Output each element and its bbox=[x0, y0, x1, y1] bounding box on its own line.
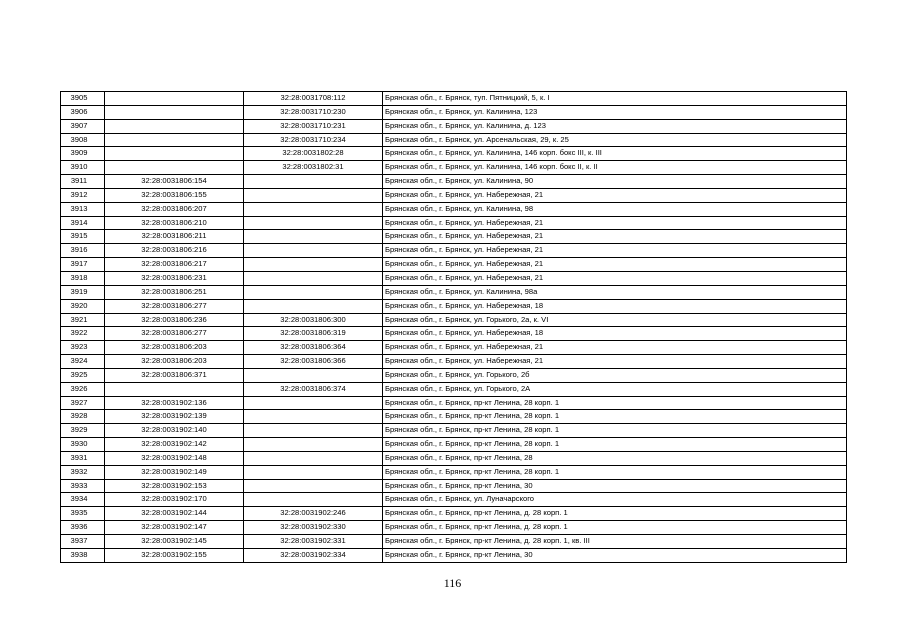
row-number-cell: 3905 bbox=[61, 92, 105, 106]
address-cell: Брянская обл., г. Брянск, пр-кт Ленина, 28 корп. 1 bbox=[383, 396, 847, 410]
table-row bbox=[61, 535, 847, 549]
related-cadastral-number-cell: 32:28:0031802:31 bbox=[244, 161, 383, 175]
related-cadastral-number-cell bbox=[244, 188, 383, 202]
cadastral-number-cell: 32:28:0031902:153 bbox=[105, 479, 244, 493]
cadastral-number-cell: 32:28:0031806:277 bbox=[105, 327, 244, 341]
row-number-cell: 3921 bbox=[61, 313, 105, 327]
table-row bbox=[61, 355, 847, 369]
cadastral-number-cell: 32:28:0031902:148 bbox=[105, 451, 244, 465]
row-number-cell: 3938 bbox=[61, 548, 105, 562]
row-number-cell: 3907 bbox=[61, 119, 105, 133]
cadastral-number-cell bbox=[105, 119, 244, 133]
address-cell: Брянская обл., г. Брянск, пр-кт Ленина, д. 28 корп. 1 bbox=[383, 507, 847, 521]
address-cell: Брянская обл., г. Брянск, ул. Набережная, 21 bbox=[383, 216, 847, 230]
address-cell: Брянская обл., г. Брянск, ул. Луначарского bbox=[383, 493, 847, 507]
table-row bbox=[61, 313, 847, 327]
related-cadastral-number-cell: 32:28:0031708:112 bbox=[244, 92, 383, 106]
row-number-cell: 3937 bbox=[61, 535, 105, 549]
cadastral-number-cell bbox=[105, 105, 244, 119]
cadastral-number-cell bbox=[105, 382, 244, 396]
table-row bbox=[61, 479, 847, 493]
related-cadastral-number-cell bbox=[244, 258, 383, 272]
address-cell: Брянская обл., г. Брянск, пр-кт Ленина, 28 корп. 1 bbox=[383, 465, 847, 479]
table-row bbox=[61, 216, 847, 230]
row-number-cell: 3917 bbox=[61, 258, 105, 272]
address-cell: Брянская обл., г. Брянск, ул. Горького, 2б bbox=[383, 368, 847, 382]
address-cell: Брянская обл., г. Брянск, ул. Горького, 2А bbox=[383, 382, 847, 396]
related-cadastral-number-cell: 32:28:0031806:300 bbox=[244, 313, 383, 327]
table-row bbox=[61, 341, 847, 355]
cadastral-number-cell: 32:28:0031806:236 bbox=[105, 313, 244, 327]
table-row bbox=[61, 548, 847, 562]
table-row bbox=[61, 424, 847, 438]
address-cell: Брянская обл., г. Брянск, ул. Набережная, 21 bbox=[383, 258, 847, 272]
table-row bbox=[61, 438, 847, 452]
address-cell: Брянская обл., г. Брянск, пр-кт Ленина, 28 корп. 1 bbox=[383, 424, 847, 438]
cadastral-number-cell: 32:28:0031806:277 bbox=[105, 299, 244, 313]
address-cell: Брянская обл., г. Брянск, ул. Калинина, 146 корп. бокс III, к. III bbox=[383, 147, 847, 161]
table-row bbox=[61, 271, 847, 285]
row-number-cell: 3934 bbox=[61, 493, 105, 507]
row-number-cell: 3914 bbox=[61, 216, 105, 230]
table-row bbox=[61, 175, 847, 189]
cadastral-number-cell bbox=[105, 147, 244, 161]
address-cell: Брянская обл., г. Брянск, ул. Калинина, 90 bbox=[383, 175, 847, 189]
cadastral-number-cell: 32:28:0031902:155 bbox=[105, 548, 244, 562]
cadastral-number-cell: 32:28:0031902:142 bbox=[105, 438, 244, 452]
cadastral-number-cell: 32:28:0031806:371 bbox=[105, 368, 244, 382]
address-cell: Брянская обл., г. Брянск, пр-кт Ленина, 28 bbox=[383, 451, 847, 465]
related-cadastral-number-cell bbox=[244, 271, 383, 285]
cadastral-number-cell: 32:28:0031806:203 bbox=[105, 355, 244, 369]
related-cadastral-number-cell bbox=[244, 396, 383, 410]
address-cell: Брянская обл., г. Брянск, пр-кт Ленина, 28 корп. 1 bbox=[383, 438, 847, 452]
table-row bbox=[61, 521, 847, 535]
related-cadastral-number-cell bbox=[244, 410, 383, 424]
address-cell: Брянская обл., г. Брянск, пр-кт Ленина, д. 28 корп. 1, кв. III bbox=[383, 535, 847, 549]
table-row bbox=[61, 161, 847, 175]
cadastral-number-cell: 32:28:0031902:144 bbox=[105, 507, 244, 521]
cadastral-number-cell: 32:28:0031806:203 bbox=[105, 341, 244, 355]
table-row bbox=[61, 119, 847, 133]
related-cadastral-number-cell bbox=[244, 451, 383, 465]
cadastral-number-cell: 32:28:0031806:155 bbox=[105, 188, 244, 202]
address-cell: Брянская обл., г. Брянск, ул. Калинина, 98 bbox=[383, 202, 847, 216]
row-number-cell: 3927 bbox=[61, 396, 105, 410]
table-row bbox=[61, 105, 847, 119]
row-number-cell: 3919 bbox=[61, 285, 105, 299]
related-cadastral-number-cell bbox=[244, 230, 383, 244]
row-number-cell: 3925 bbox=[61, 368, 105, 382]
address-cell: Брянская обл., г. Брянск, ул. Набережная, 21 bbox=[383, 271, 847, 285]
related-cadastral-number-cell: 32:28:0031710:231 bbox=[244, 119, 383, 133]
related-cadastral-number-cell bbox=[244, 438, 383, 452]
row-number-cell: 3908 bbox=[61, 133, 105, 147]
related-cadastral-number-cell: 32:28:0031902:246 bbox=[244, 507, 383, 521]
related-cadastral-number-cell bbox=[244, 479, 383, 493]
address-cell: Брянская обл., г. Брянск, туп. Пятницкий, 5, к. I bbox=[383, 92, 847, 106]
address-cell: Брянская обл., г. Брянск, ул. Калинина, 123 bbox=[383, 105, 847, 119]
row-number-cell: 3915 bbox=[61, 230, 105, 244]
property-table bbox=[60, 91, 847, 563]
cadastral-number-cell: 32:28:0031902:136 bbox=[105, 396, 244, 410]
address-cell: Брянская обл., г. Брянск, ул. Арсенальская, 29, к. 25 bbox=[383, 133, 847, 147]
row-number-cell: 3911 bbox=[61, 175, 105, 189]
row-number-cell: 3913 bbox=[61, 202, 105, 216]
related-cadastral-number-cell: 32:28:0031806:366 bbox=[244, 355, 383, 369]
table-row bbox=[61, 382, 847, 396]
related-cadastral-number-cell: 32:28:0031902:334 bbox=[244, 548, 383, 562]
address-cell: Брянская обл., г. Брянск, ул. Набережная, 21 bbox=[383, 341, 847, 355]
address-cell: Брянская обл., г. Брянск, ул. Набережная, 18 bbox=[383, 327, 847, 341]
row-number-cell: 3920 bbox=[61, 299, 105, 313]
address-cell: Брянская обл., г. Брянск, ул. Набережная, 21 bbox=[383, 244, 847, 258]
cadastral-number-cell: 32:28:0031806:154 bbox=[105, 175, 244, 189]
cadastral-number-cell: 32:28:0031902:145 bbox=[105, 535, 244, 549]
address-cell: Брянская обл., г. Брянск, ул. Набережная, 21 bbox=[383, 188, 847, 202]
address-cell: Брянская обл., г. Брянск, ул. Калинина, 98а bbox=[383, 285, 847, 299]
table-row bbox=[61, 244, 847, 258]
table-row bbox=[61, 396, 847, 410]
table-row bbox=[61, 299, 847, 313]
table-row bbox=[61, 410, 847, 424]
row-number-cell: 3932 bbox=[61, 465, 105, 479]
table-row bbox=[61, 92, 847, 106]
related-cadastral-number-cell: 32:28:0031710:234 bbox=[244, 133, 383, 147]
related-cadastral-number-cell bbox=[244, 368, 383, 382]
related-cadastral-number-cell: 32:28:0031802:28 bbox=[244, 147, 383, 161]
related-cadastral-number-cell bbox=[244, 424, 383, 438]
cadastral-number-cell bbox=[105, 92, 244, 106]
cadastral-number-cell: 32:28:0031806:207 bbox=[105, 202, 244, 216]
related-cadastral-number-cell: 32:28:0031710:230 bbox=[244, 105, 383, 119]
table-row bbox=[61, 188, 847, 202]
row-number-cell: 3930 bbox=[61, 438, 105, 452]
row-number-cell: 3933 bbox=[61, 479, 105, 493]
row-number-cell: 3936 bbox=[61, 521, 105, 535]
address-cell: Брянская обл., г. Брянск, пр-кт Ленина, 30 bbox=[383, 548, 847, 562]
cadastral-number-cell: 32:28:0031806:216 bbox=[105, 244, 244, 258]
cadastral-number-cell bbox=[105, 161, 244, 175]
cadastral-number-cell: 32:28:0031902:147 bbox=[105, 521, 244, 535]
address-cell: Брянская обл., г. Брянск, ул. Набережная, 18 bbox=[383, 299, 847, 313]
row-number-cell: 3935 bbox=[61, 507, 105, 521]
row-number-cell: 3912 bbox=[61, 188, 105, 202]
cadastral-number-cell: 32:28:0031806:210 bbox=[105, 216, 244, 230]
table-row bbox=[61, 230, 847, 244]
row-number-cell: 3926 bbox=[61, 382, 105, 396]
address-cell: Брянская обл., г. Брянск, ул. Калинина, 146 корп. бокс II, к. II bbox=[383, 161, 847, 175]
row-number-cell: 3909 bbox=[61, 147, 105, 161]
row-number-cell: 3906 bbox=[61, 105, 105, 119]
related-cadastral-number-cell bbox=[244, 493, 383, 507]
related-cadastral-number-cell: 32:28:0031806:374 bbox=[244, 382, 383, 396]
table-row bbox=[61, 465, 847, 479]
row-number-cell: 3924 bbox=[61, 355, 105, 369]
table-row bbox=[61, 368, 847, 382]
page-number: 116 bbox=[443, 576, 462, 590]
cadastral-number-cell: 32:28:0031806:211 bbox=[105, 230, 244, 244]
table-row bbox=[61, 507, 847, 521]
cadastral-number-cell: 32:28:0031806:251 bbox=[105, 285, 244, 299]
property-table-body bbox=[61, 92, 847, 563]
table-row bbox=[61, 133, 847, 147]
address-cell: Брянская обл., г. Брянск, ул. Горького, 2а, к. VI bbox=[383, 313, 847, 327]
address-cell: Брянская обл., г. Брянск, ул. Набережная, 21 bbox=[383, 355, 847, 369]
table-row bbox=[61, 147, 847, 161]
cadastral-number-cell: 32:28:0031806:217 bbox=[105, 258, 244, 272]
cadastral-number-cell: 32:28:0031902:139 bbox=[105, 410, 244, 424]
address-cell: Брянская обл., г. Брянск, ул. Калинина, д. 123 bbox=[383, 119, 847, 133]
table-row bbox=[61, 451, 847, 465]
cadastral-number-cell: 32:28:0031902:149 bbox=[105, 465, 244, 479]
row-number-cell: 3918 bbox=[61, 271, 105, 285]
cadastral-number-cell: 32:28:0031806:231 bbox=[105, 271, 244, 285]
related-cadastral-number-cell bbox=[244, 175, 383, 189]
row-number-cell: 3916 bbox=[61, 244, 105, 258]
related-cadastral-number-cell bbox=[244, 299, 383, 313]
table-row bbox=[61, 202, 847, 216]
related-cadastral-number-cell bbox=[244, 202, 383, 216]
row-number-cell: 3928 bbox=[61, 410, 105, 424]
table-row bbox=[61, 493, 847, 507]
related-cadastral-number-cell bbox=[244, 216, 383, 230]
address-cell: Брянская обл., г. Брянск, пр-кт Ленина, 28 корп. 1 bbox=[383, 410, 847, 424]
cadastral-number-cell bbox=[105, 133, 244, 147]
table-row bbox=[61, 258, 847, 272]
row-number-cell: 3910 bbox=[61, 161, 105, 175]
row-number-cell: 3929 bbox=[61, 424, 105, 438]
table-row bbox=[61, 285, 847, 299]
cadastral-number-cell: 32:28:0031902:170 bbox=[105, 493, 244, 507]
related-cadastral-number-cell bbox=[244, 465, 383, 479]
related-cadastral-number-cell bbox=[244, 285, 383, 299]
related-cadastral-number-cell: 32:28:0031902:330 bbox=[244, 521, 383, 535]
row-number-cell: 3922 bbox=[61, 327, 105, 341]
address-cell: Брянская обл., г. Брянск, пр-кт Ленина, д. 28 корп. 1 bbox=[383, 521, 847, 535]
row-number-cell: 3923 bbox=[61, 341, 105, 355]
related-cadastral-number-cell: 32:28:0031806:319 bbox=[244, 327, 383, 341]
cadastral-number-cell: 32:28:0031902:140 bbox=[105, 424, 244, 438]
related-cadastral-number-cell bbox=[244, 244, 383, 258]
related-cadastral-number-cell: 32:28:0031806:364 bbox=[244, 341, 383, 355]
table-row bbox=[61, 327, 847, 341]
related-cadastral-number-cell: 32:28:0031902:331 bbox=[244, 535, 383, 549]
row-number-cell: 3931 bbox=[61, 451, 105, 465]
address-cell: Брянская обл., г. Брянск, ул. Набережная, 21 bbox=[383, 230, 847, 244]
address-cell: Брянская обл., г. Брянск, пр-кт Ленина, 30 bbox=[383, 479, 847, 493]
